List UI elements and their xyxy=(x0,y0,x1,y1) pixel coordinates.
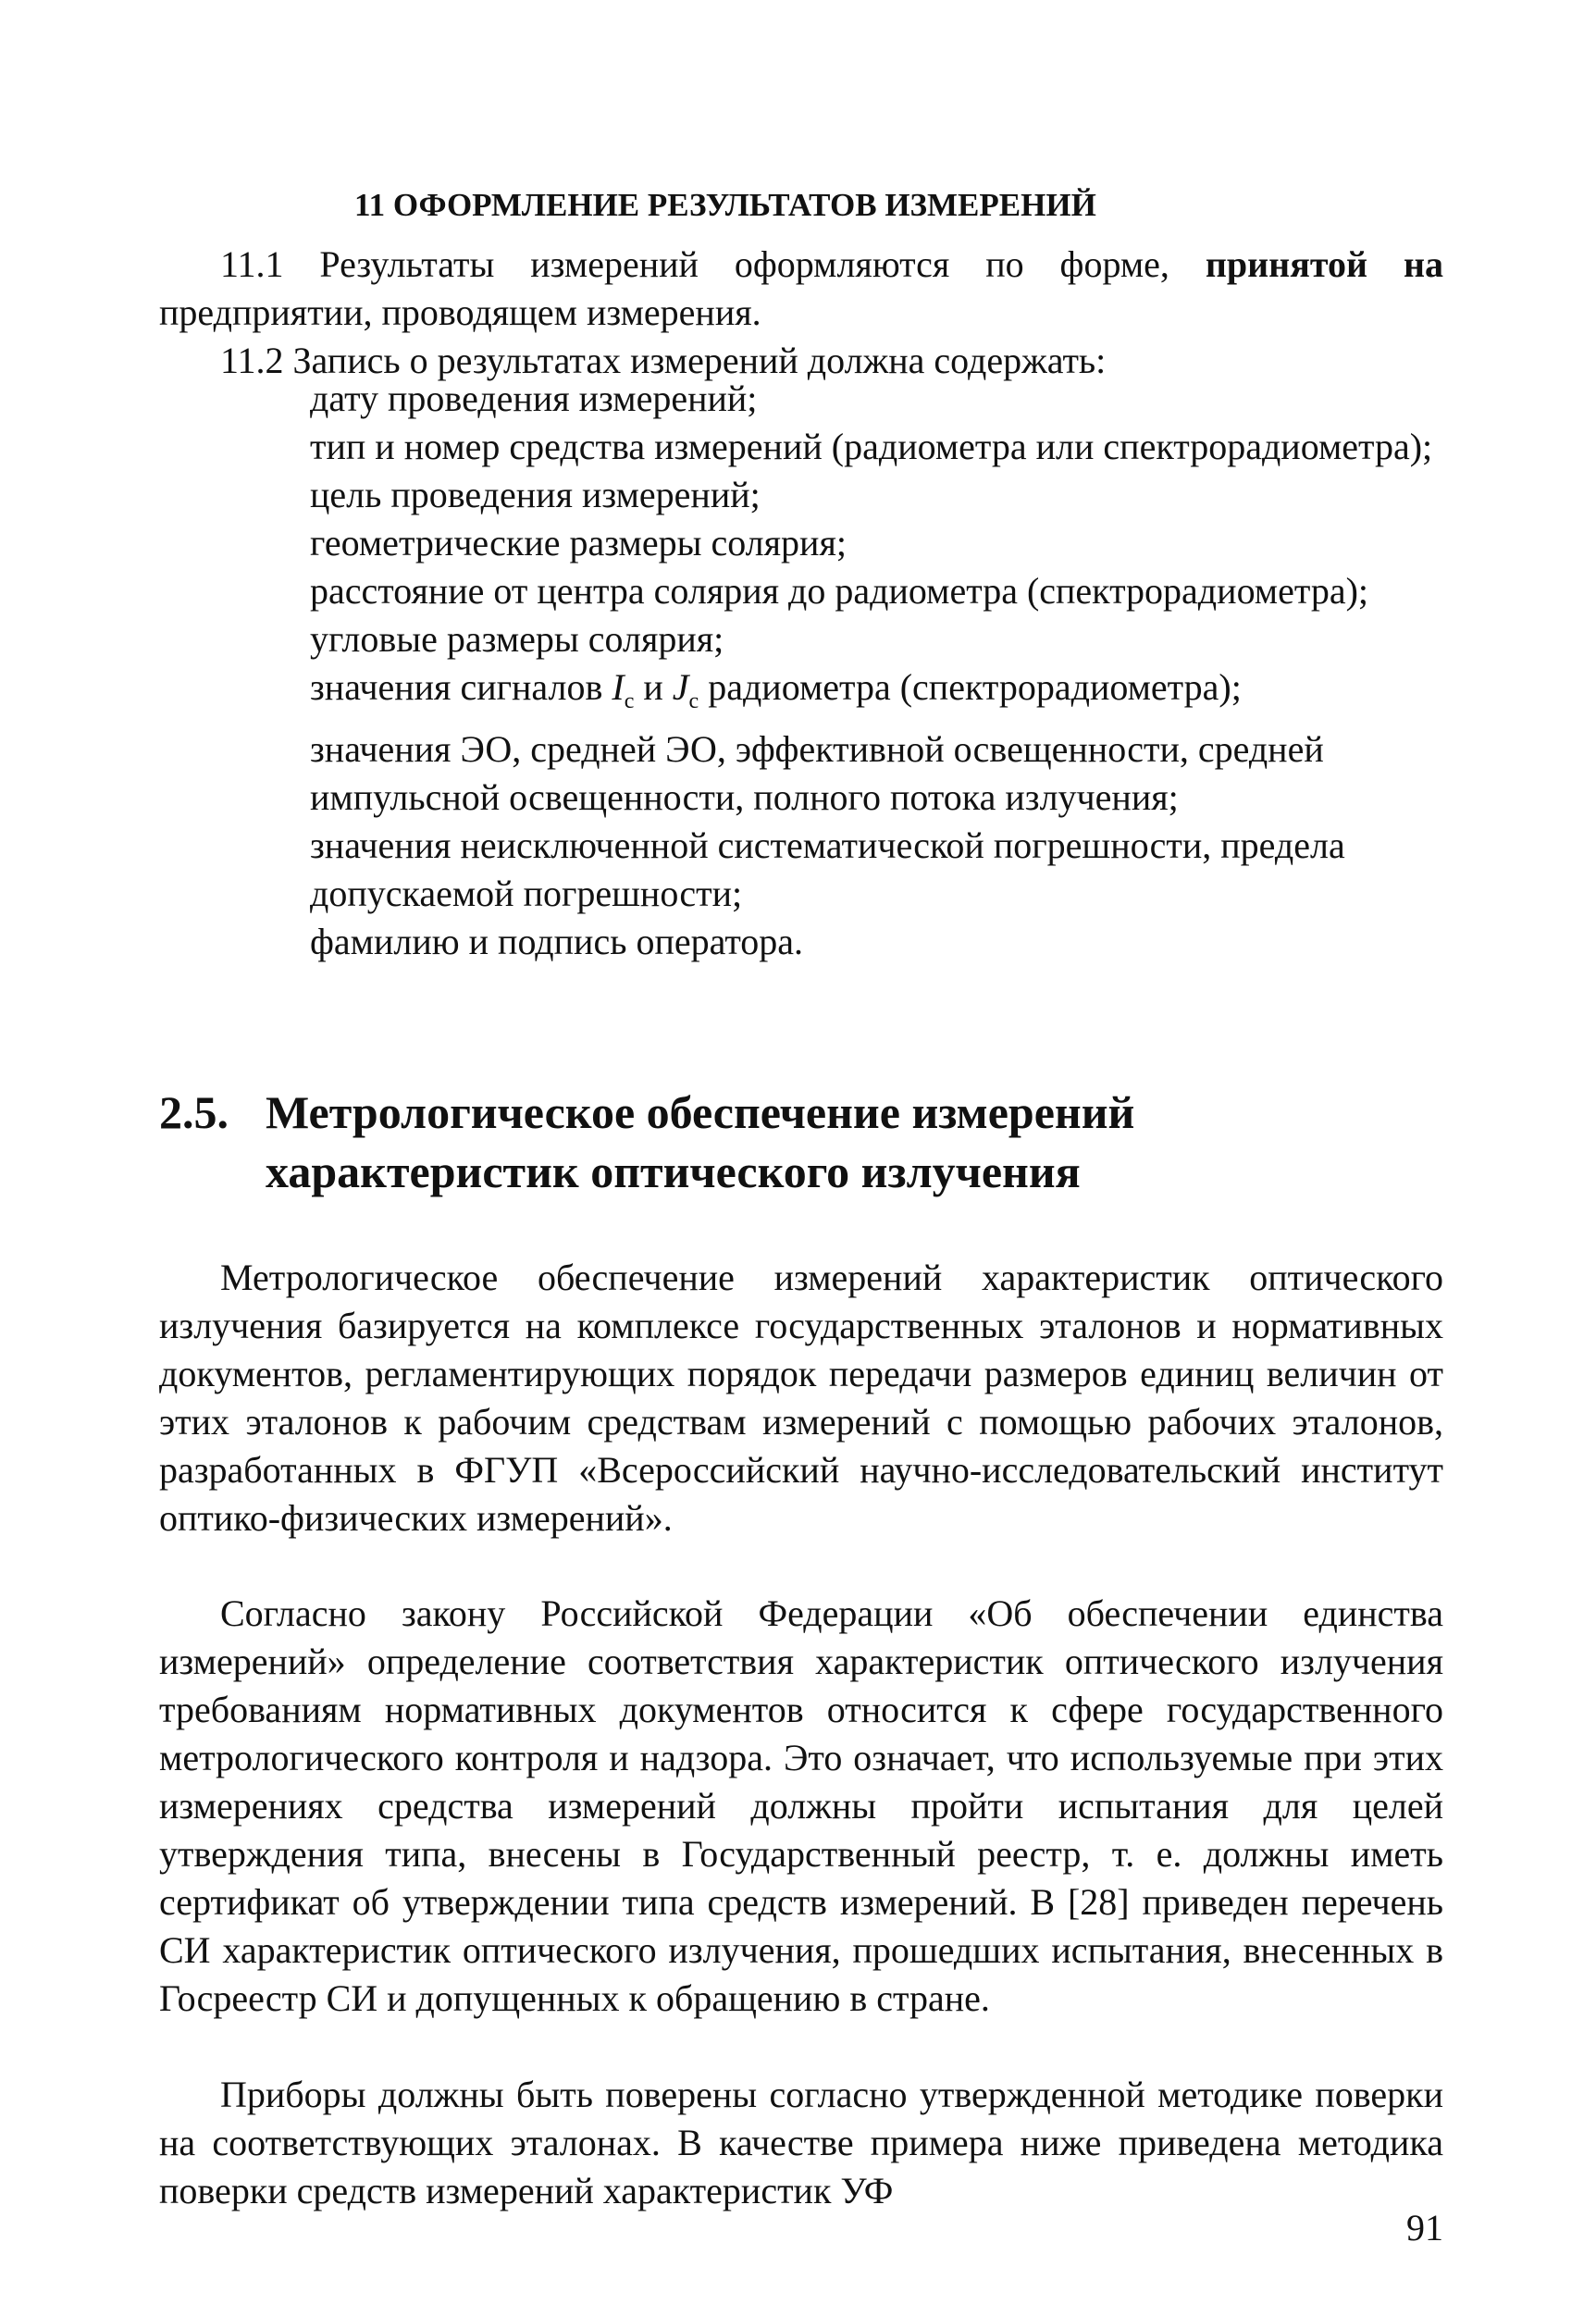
section-11-heading: 11 ОФОРМЛЕНИЕ РЕЗУЛЬТАТОВ ИЗМЕРЕНИЙ xyxy=(354,187,1096,223)
section-2-5-title xyxy=(266,1083,1134,1201)
signals-and: и xyxy=(634,666,673,708)
list-item: значения ЭО, средней ЭО, эффективной освещенности, средней импульсной освещенности, полного потока излучения; xyxy=(310,728,1324,818)
list-item-signals xyxy=(310,663,1443,725)
item-11-1-text: 11.1 Результаты измерений оформляются по форме, xyxy=(220,243,1206,285)
paragraph-1: Метрологическое обеспечение измерений характеристик оптического излучения базируется на комплексе государственных эталонов и нормативных документов, регламентирующих порядок передачи размеров единиц величин от этих эталонов к рабочим средствам измерений с помощью рабочих эталонов, разработанных в ФГУП «Всероссийский научно-исследовательский институт оптико-физических измерений». xyxy=(159,1257,1443,1539)
symbol-j: J xyxy=(672,666,689,708)
list-item: геометрические размеры солярия; xyxy=(310,522,847,564)
paragraph-3: Приборы должны быть поверены согласно утвержденной методике поверки на соответствующих эталонах. В качестве примера ниже приведена методика поверки средств измерений характеристик УФ xyxy=(159,2074,1443,2211)
page-number: 91 xyxy=(1406,2207,1443,2248)
subscript-c: c xyxy=(688,689,699,713)
list-item: дату проведения измерений; xyxy=(310,378,758,419)
section-2-5-number: 2.5. xyxy=(159,1086,229,1138)
signals-after: радиометра (спектрорадиометра); xyxy=(699,666,1242,708)
list-item: цель проведения измерений; xyxy=(310,474,761,515)
item-11-1-tail: предприятии, проводящем измерения. xyxy=(159,291,761,333)
signals-before: значения сигналов xyxy=(310,666,612,708)
item-11-1 xyxy=(159,241,1443,337)
list-item: фамилию и подпись оператора. xyxy=(310,921,804,962)
item-11-2: 11.2 Запись о результатах измерений должна содержать: xyxy=(220,340,1107,381)
subscript-c: c xyxy=(624,689,635,713)
section-title-line-2: характеристик оптического излучения xyxy=(266,1146,1081,1197)
list-item: тип и номер средства измерений (радиометра или спектрорадиометра); xyxy=(310,426,1433,467)
list-item: угловые размеры солярия; xyxy=(310,618,724,660)
paragraph-2: Согласно закону Российской Федерации «Об обеспечении единства измерений» определение соответствия характеристик оптического излучения требованиям нормативных документов относится к сфере государственного метрологического контроля и надзора. Это означает, что используемые при этих измерениях средства измерений должны пройти испытания для целей утверждения типа, внесены в Государственный реестр, т. е. должны иметь сертификат об утверждении типа средств измерений. В [28] приведен перечень СИ характеристик оптического излучения, прошедших испытания, внесенных в Госреестр СИ и допущенных к обращению в стране. xyxy=(159,1592,1443,2019)
list-item: значения неисключенной систематической погрешности, предела допускаемой погрешности; xyxy=(310,824,1345,914)
record-contents-list xyxy=(310,375,1443,966)
symbol-i: I xyxy=(612,666,625,708)
section-title-line-1: Метрологическое обеспечение измерений xyxy=(266,1086,1135,1138)
item-11-1-bold: принятой на xyxy=(1205,243,1444,285)
list-item: расстояние от центра солярия до радиометра (спектрорадиометра); xyxy=(310,570,1369,612)
